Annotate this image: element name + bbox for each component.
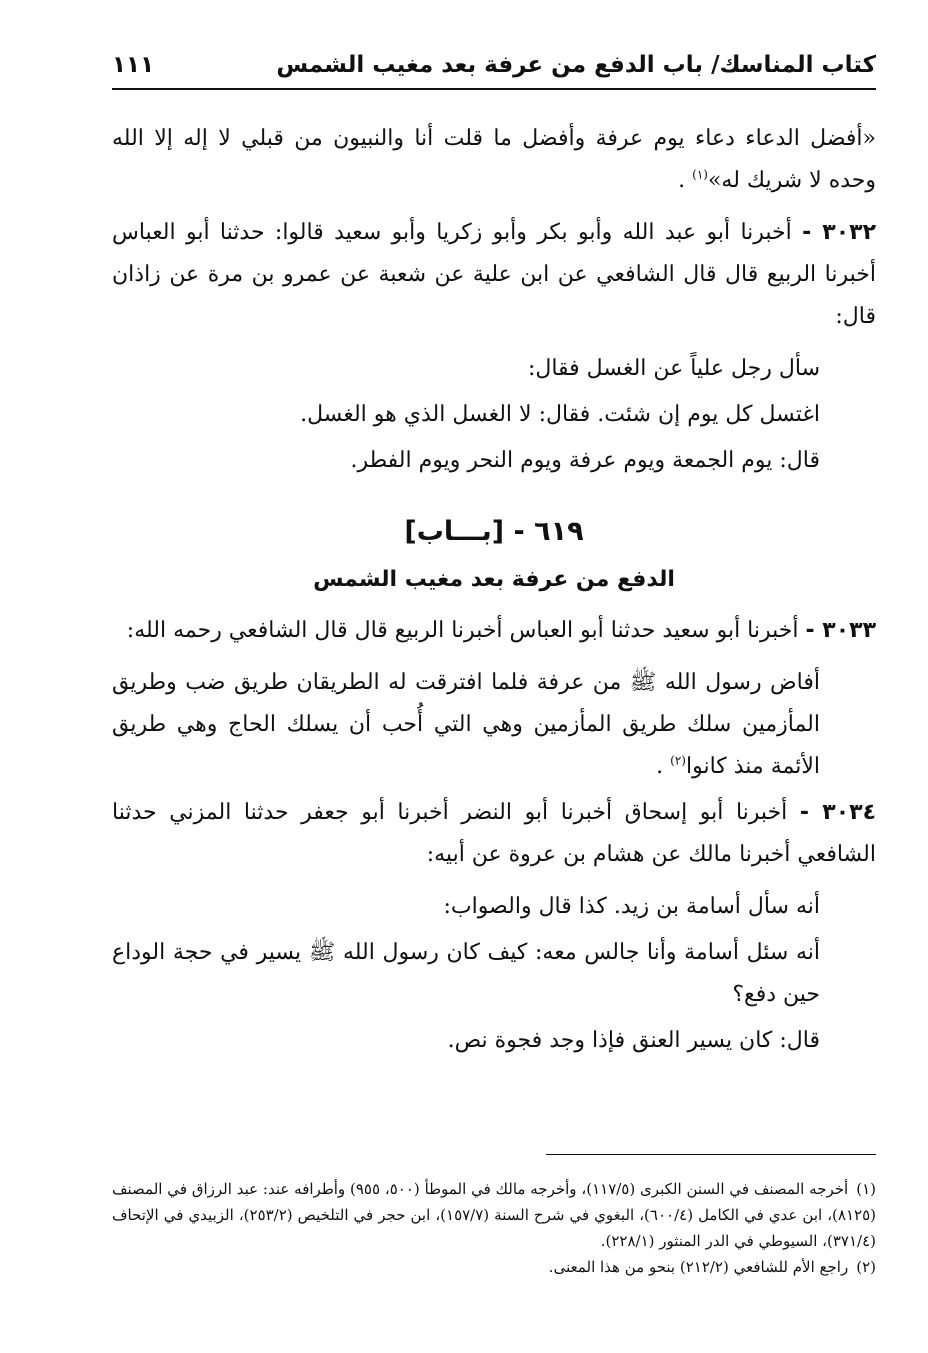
- footnote-divider: [546, 1154, 876, 1155]
- text-line: قال: كان يسير العنق فإذا وجد فجوة نص.: [447, 1028, 820, 1053]
- text-line: أنه سأل أسامة بن زيد. كذا قال والصواب:: [443, 894, 820, 919]
- hadith-3034: [112, 792, 876, 876]
- text-line: قال: يوم الجمعة ويوم عرفة ويوم النحر ويوم الفطر.: [350, 448, 820, 473]
- paragraph-hadith-dua: «أفضل الدعاء دعاء يوم عرفة وأفضل ما قلت أنا والنبيون من قبلي لا إله إلا الله وحده لا شريك له»$^{(١)}$ .: [112, 126, 876, 193]
- footnote: [112, 1176, 876, 1254]
- page-number: ١١١: [112, 52, 155, 78]
- text-line: اغتسل كل يوم إن شئت. فقال: لا الغسل الذي هو الغسل.: [300, 402, 820, 427]
- hadith-3033: [112, 610, 876, 652]
- hadith-3032: [112, 212, 876, 338]
- main-text: [112, 118, 876, 1066]
- chapter-subtitle: الدفع من عرفة بعد مغيب الشمس: [313, 567, 675, 592]
- footnote-ref: (١): [692, 167, 708, 182]
- text-line: أفاض رسول الله ﷺ من عرفة فلما افترقت له الطريقان طريق ضب وطريق المأزمين سلك طريق المأزمين وهي التي أُحب أن يسلك الحاج وهي طريق الأئمة منذ كانوا$^{(٢)}$ .: [112, 670, 820, 779]
- footnote-text: أخرجه المصنف في السنن الكبرى (١١٧/٥)، وأخرجه مالك في الموطأ (٥٠٠، ٩٥٥) وأطرافه عند: عبد الرزاق في المصنف (٨١٢٥)، ابن عدي في الكامل (٦٠٠/٤)، البغوي في شرح السنة (١٥٧/٧)، ابن حجر في التلخيص (٢٥٣/٢)، الزبيدي في الإتحاف (٣٧١/٤)، السيوطي في الدر المنثور (٢٢٨/١).: [112, 1180, 876, 1250]
- hadith-number: ٣٠٣٢ -: [802, 220, 876, 245]
- text-line: سأل رجل علياً عن الغسل فقال:: [527, 356, 820, 381]
- footnote-ref: (٢): [670, 753, 686, 768]
- footnote-text: راجع الأم للشافعي (٢١٢/٢) بنحو من هذا المعنى.: [548, 1258, 849, 1276]
- text-line: أنه سئل أسامة وأنا جالس معه: كيف كان رسول الله ﷺ يسير في حجة الوداع حين دفع؟: [112, 940, 820, 1007]
- paragraph-text: أخبرنا أبو إسحاق أخبرنا أبو النضر أخبرنا أبو جعفر حدثنا المزني حدثنا الشافعي أخبرنا مالك عن هشام بن عروة عن أبيه:: [112, 800, 876, 867]
- footnotes: [112, 1176, 876, 1280]
- chapter-heading: ٦١٩ - [بـــاب]: [404, 516, 584, 547]
- hadith-number: ٣٠٣٣ -: [805, 618, 876, 643]
- footnote-mark: (٢): [856, 1258, 876, 1276]
- running-title: كتاب المناسك/ باب الدفع من عرفة بعد مغيب الشمس: [276, 52, 876, 78]
- footnote-mark: (١): [856, 1180, 876, 1198]
- page-header: [112, 42, 876, 90]
- paragraph-text: أخبرنا أبو سعيد حدثنا أبو العباس أخبرنا الربيع قال قال الشافعي رحمه الله:: [126, 618, 806, 643]
- footnote: [112, 1254, 876, 1280]
- hadith-number: ٣٠٣٤ -: [799, 800, 876, 825]
- paragraph-text: «أفضل الدعاء دعاء يوم عرفة وأفضل ما قلت أنا والنبيون من قبلي لا إله إلا الله وحده لا شريك له»: [112, 126, 876, 193]
- paragraph-text: أخبرنا أبو عبد الله وأبو بكر وأبو زكريا وأبو سعيد قالوا: حدثنا أبو العباس أخبرنا الربيع قال قال الشافعي عن ابن علية عن شعبة عن عمرو بن مرة عن زاذان قال:: [112, 220, 876, 329]
